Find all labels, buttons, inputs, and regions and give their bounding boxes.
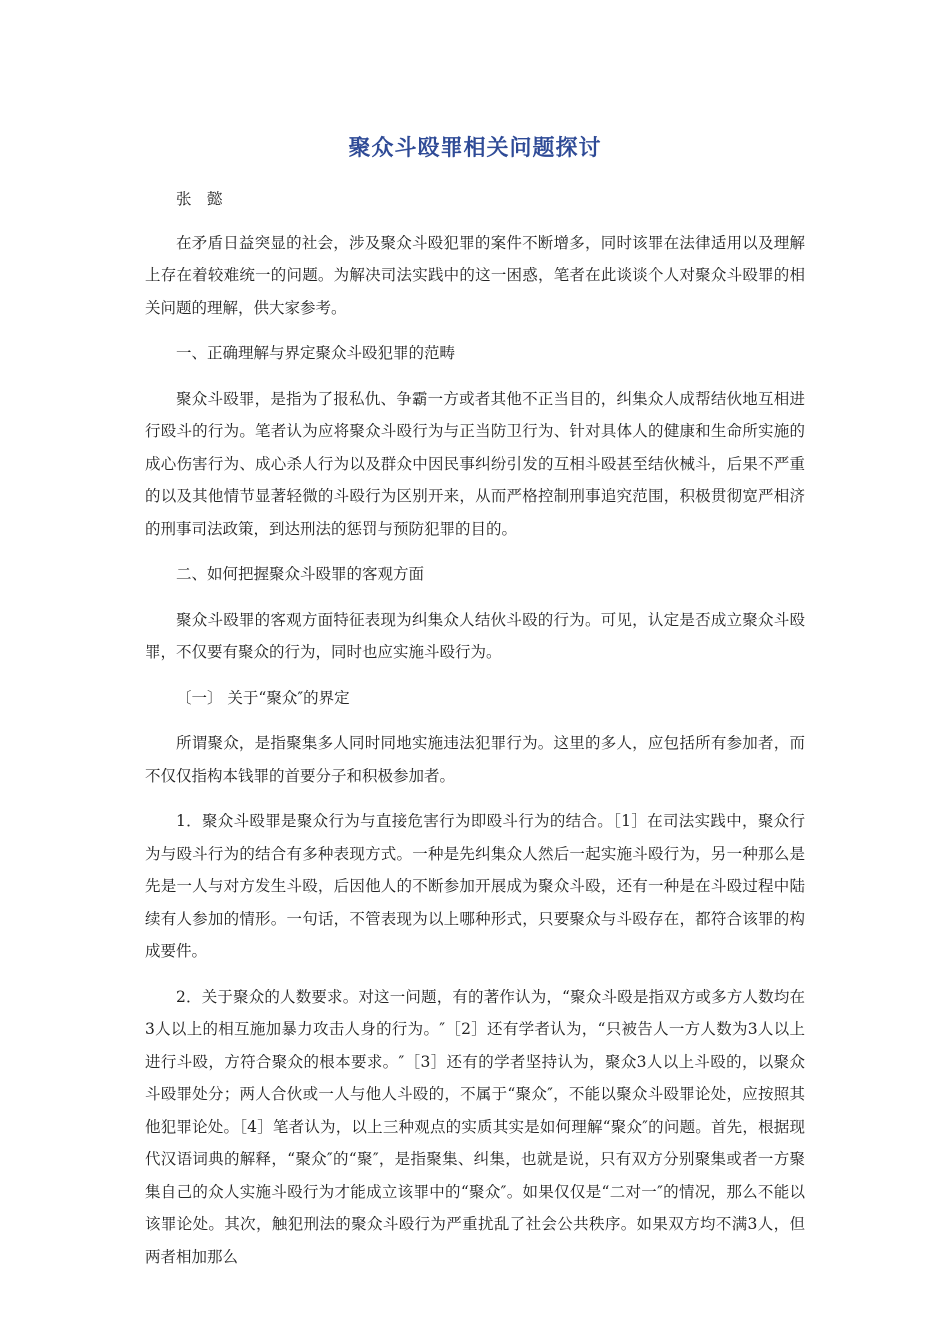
paragraph-intro: 在矛盾日益突显的社会，涉及聚众斗殴犯罪的案件不断增多，同时该罪在法律适用以及理解上存在着较难统一的问题。为解决司法实践中的这一困惑，笔者在此谈谈个人对聚众斗殴罪的相关问题的理解，供大家参考。 xyxy=(145,233,805,317)
paragraph-gathering-definition: 所谓聚众，是指聚集多人同时同地实施违法犯罪行为。这里的多人，应包括所有参加者，而不仅仅指构本钱罪的首要分子和积极参加者。 xyxy=(145,734,805,785)
document-title: 聚众斗殴罪相关问题探讨 xyxy=(348,136,602,161)
author-name: 张 懿 xyxy=(176,190,223,208)
paragraph-point-1: 1．聚众斗殴罪是聚众行为与直接危害行为即殴斗行为的结合。［1］在司法实践中，聚众行为与殴斗行为的结合有多种表现方式。一种是先纠集众人然后一起实施斗殴行为，另一种那么是先是一人与对方发生斗殴，后因他人的不断参加开展成为聚众斗殴，还有一种是在斗殴过程中陆续有人参加的情形。一句话，不管表现为以上哪种形式，只要聚众与斗殴存在，都符合该罪的构成要件。 xyxy=(145,812,805,960)
paragraph-point-2: 2．关于聚众的人数要求。对这一问题，有的著作认为，“聚众斗殴是指双方或多方人数均在3人以上的相互施加暴力攻击人身的行为。″［2］还有学者认为，“只被告人一方人数为3人以上进行斗殴，方符合聚众的根本要求。″［3］还有的学者坚持认为，聚众3人以上斗殴的，以聚众斗殴罪处分；两人合伙或一人与他人斗殴的，不属于“聚众″，不能以聚众斗殴罪论处，应按照其他犯罪论处。［4］笔者认为，以上三种观点的实质其实是如何理解“聚众″的问题。首先，根据现代汉语词典的解释，“聚众″的“聚″，是指聚集、纠集，也就是说，只有双方分别聚集或者一方聚集自己的众人实施斗殴行为才能成立该罪中的“聚众″。如果仅仅是“二对一″的情况，那么不能以该罪论处。其次，触犯刑法的聚众斗殴行为严重扰乱了社会公共秩序。如果双方均不满3人，但两者相加那么 xyxy=(145,987,805,1266)
section-heading-2: 二、如何把握聚众斗殴罪的客观方面 xyxy=(176,565,425,583)
paragraph-objective-aspect: 聚众斗殴罪的客观方面特征表现为纠集众人结伙斗殴的行为。可见，认定是否成立聚众斗殴罪，不仅要有聚众的行为，同时也应实施斗殴行为。 xyxy=(145,610,805,661)
document-body xyxy=(145,183,805,1286)
subsection-heading-1: 〔一〕 关于“聚众″的界定 xyxy=(176,688,350,707)
paragraph-definition: 聚众斗殴罪，是指为了报私仇、争霸一方或者其他不正当目的，纠集众人成帮结伙地互相进行殴斗的行为。笔者认为应将聚众斗殴行为与正当防卫行为、针对具体人的健康和生命所实施的成心伤害行为、成心杀人行为以及群众中因民事纠纷引发的互相斗殴甚至结伙械斗，后果不严重的以及其他情节显著轻微的斗殴行为区别开来，从而严格控制刑事追究范围，积极贯彻宽严相济的刑事司法政策，到达刑法的惩罚与预防犯罪的目的。 xyxy=(145,389,805,538)
section-heading-1: 一、正确理解与界定聚众斗殴犯罪的范畴 xyxy=(176,344,456,362)
